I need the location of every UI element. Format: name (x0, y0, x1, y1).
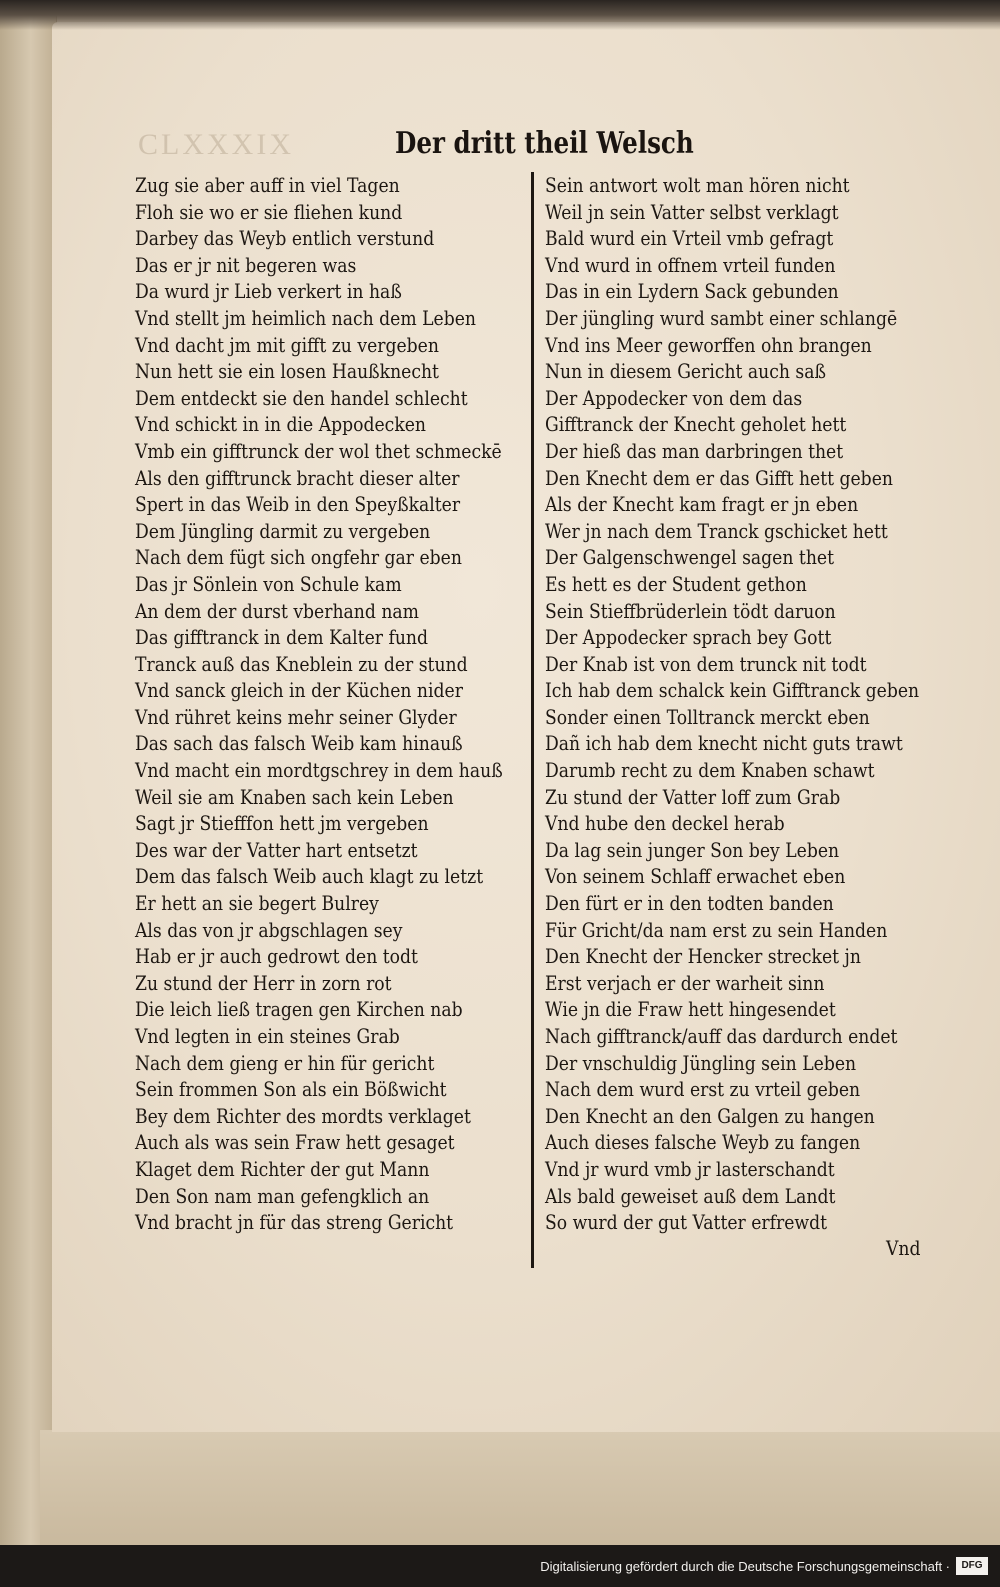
verse-line: Nach dem wurd erst zu vrteil geben (545, 1077, 861, 1102)
verse-line: Den Knecht der Hencker strecket jn (545, 944, 861, 969)
verse-line: Gifftranck der Knecht geholet hett (545, 412, 847, 437)
verse-line: Sein Stieffbrüderlein tödt daruon (545, 598, 836, 623)
verse-line: Sagt jr Stiefffon hett jm vergeben (135, 811, 429, 836)
verse-line: Der Knab ist von dem trunck nit todt (545, 651, 867, 676)
page-edges-bottom (40, 1430, 1000, 1545)
verse-line: Darumb recht zu dem Knaben schawt (545, 758, 875, 783)
verse-line: Dem das falsch Weib auch klagt zu letzt (135, 864, 484, 889)
verse-line: Sonder einen Tolltranck merckt eben (545, 704, 870, 729)
verse-line: Bald wurd ein Vrteil vmb gefragt (545, 226, 834, 251)
verse-line: Vnd hube den deckel herab (545, 811, 785, 836)
verse-line: Vnd sanck gleich in der Küchen nider (135, 678, 463, 703)
verse-line: Der Galgenschwengel sagen thet (545, 545, 835, 570)
bleed-through-folio: CLXXXIX (138, 128, 294, 161)
verse-line: Nach dem fügt sich ongfehr gar eben (135, 545, 462, 570)
footer-bar (0, 1545, 1000, 1587)
verse-line: Vnd bracht jn für das streng Gericht (135, 1210, 454, 1235)
verse-line: Den Son nam man gefengklich an (135, 1183, 430, 1208)
verse-line: Erst verjach er der warheit sinn (545, 970, 825, 995)
verse-line: Spert in das Weib in den Speyßkalter (135, 492, 461, 517)
verse-line: Vnd stellt jm heimlich nach dem Leben (135, 305, 476, 330)
verse-line: Als der Knecht kam fragt er jn eben (545, 492, 859, 517)
verse-line: Bey dem Richter des mordts verklaget (135, 1103, 471, 1128)
verse-line: Vnd macht ein mordtgschrey in dem hauß (135, 758, 503, 783)
verse-line: Der jüngling wurd sambt einer schlangē (545, 305, 898, 330)
catchword: Vnd (886, 1236, 921, 1260)
verse-line: Für Gricht/da nam erst zu sein Handen (545, 917, 888, 942)
verse-line: Weil jn sein Vatter selbst verklagt (545, 199, 839, 224)
verse-line: Ich hab dem schalck kein Gifftranck geben (545, 678, 920, 703)
verse-line: Als das von jr abgschlagen sey (135, 917, 403, 942)
verse-line: Das er jr nit begeren was (135, 252, 357, 277)
verse-line: Des war der Vatter hart entsetzt (135, 837, 418, 862)
verse-line: Vnd wurd in offnem vrteil funden (545, 252, 836, 277)
left-text-column (135, 172, 535, 1236)
verse-line: Nach dem gieng er hin für gericht (135, 1050, 435, 1075)
verse-line: Dem entdeckt sie den handel schlecht (135, 385, 468, 410)
verse-line: Als bald geweiset auß dem Landt (545, 1183, 836, 1208)
verse-line: Von seinem Schlaff erwachet eben (545, 864, 846, 889)
verse-line: Darbey das Weyb entlich verstund (135, 226, 435, 251)
verse-line: An dem der durst vberhand nam (135, 598, 419, 623)
verse-line: Der vnschuldig Jüngling sein Leben (545, 1050, 857, 1075)
verse-line: Den Knecht dem er das Gifft hett geben (545, 465, 893, 490)
verse-line: Der hieß das man darbringen thet (545, 438, 844, 463)
verse-line: Klaget dem Richter der gut Mann (135, 1156, 430, 1181)
verse-line: Vnd dacht jm mit gifft zu vergeben (135, 332, 439, 357)
verse-line: Nun hett sie ein losen Haußknecht (135, 359, 439, 384)
verse-line: Das in ein Lydern Sack gebunden (545, 279, 839, 304)
funding-credit: Digitalisierung gefördert durch die Deutsche Forschungsgemeinschaft · (540, 1559, 950, 1574)
verse-line: Das gifftranck in dem Kalter fund (135, 625, 428, 650)
verse-line: Da lag sein junger Son bey Leben (545, 837, 840, 862)
verse-line: Floh sie wo er sie fliehen kund (135, 199, 403, 224)
verse-line: Wie jn die Fraw hett hingesendet (545, 997, 836, 1022)
verse-line: Als den gifftrunck bracht dieser alter (135, 465, 460, 490)
verse-line: Den Knecht an den Galgen zu hangen (545, 1103, 875, 1128)
verse-line: Dem Jüngling darmit zu vergeben (135, 518, 431, 543)
verse-line: Vnd schickt in in die Appodecken (135, 412, 427, 437)
verse-line: Das jr Sönlein von Schule kam (135, 571, 402, 596)
verse-line: Zug sie aber auff in viel Tagen (135, 173, 400, 197)
verse-line: Zu stund der Herr in zorn rot (135, 970, 392, 995)
verse-line: Der Appodecker sprach bey Gott (545, 625, 832, 650)
verse-line: Da wurd jr Lieb verkert in haß (135, 279, 402, 304)
verse-line: Der Appodecker von dem das (545, 385, 803, 410)
dfg-logo: DFG (956, 1557, 988, 1575)
column-divider-rule (531, 172, 534, 1268)
verse-line: Dañ ich hab dem knecht nicht guts trawt (545, 731, 903, 756)
running-head: Der dritt theil Welsch (395, 126, 694, 161)
page-edges-left (0, 0, 57, 1545)
verse-line: Tranck auß das Kneblein zu der stund (135, 651, 468, 676)
verse-line: Vmb ein gifftrunck der wol thet schmeckē (135, 438, 502, 463)
right-text-column (545, 172, 945, 1236)
verse-line: Die leich ließ tragen gen Kirchen nab (135, 997, 463, 1022)
verse-line: Zu stund der Vatter loff zum Grab (545, 784, 841, 809)
verse-line: Vnd ins Meer geworffen ohn brangen (545, 332, 872, 357)
verse-line: Vnd rühret keins mehr seiner Glyder (135, 704, 457, 729)
verse-line: Es hett es der Student gethon (545, 571, 807, 596)
verse-line: Weil sie am Knaben sach kein Leben (135, 784, 454, 809)
verse-line: Wer jn nach dem Tranck gschicket hett (545, 518, 888, 543)
verse-line: Er hett an sie begert Bulrey (135, 891, 379, 916)
verse-line: Vnd jr wurd vmb jr lasterschandt (545, 1156, 835, 1181)
verse-line: Sein antwort wolt man hören nicht (545, 173, 850, 197)
verse-line: Das sach das falsch Weib kam hinauß (135, 731, 463, 756)
verse-line: Nun in diesem Gericht auch saß (545, 359, 827, 384)
verse-line: Nach gifftranck/auff das dardurch endet (545, 1024, 898, 1048)
verse-line: Sein frommen Son als ein Bößwicht (135, 1077, 447, 1102)
binding-shadow (0, 0, 1000, 30)
verse-line: Auch als was sein Fraw hett gesaget (135, 1130, 455, 1155)
verse-line: Den fürt er in den todten banden (545, 891, 834, 916)
verse-line: Hab er jr auch gedrowt den todt (135, 944, 418, 969)
verse-line: Auch dieses falsche Weyb zu fangen (545, 1130, 861, 1155)
verse-line: So wurd der gut Vatter erfrewdt (545, 1210, 828, 1235)
verse-line: Vnd legten in ein steines Grab (135, 1024, 400, 1048)
